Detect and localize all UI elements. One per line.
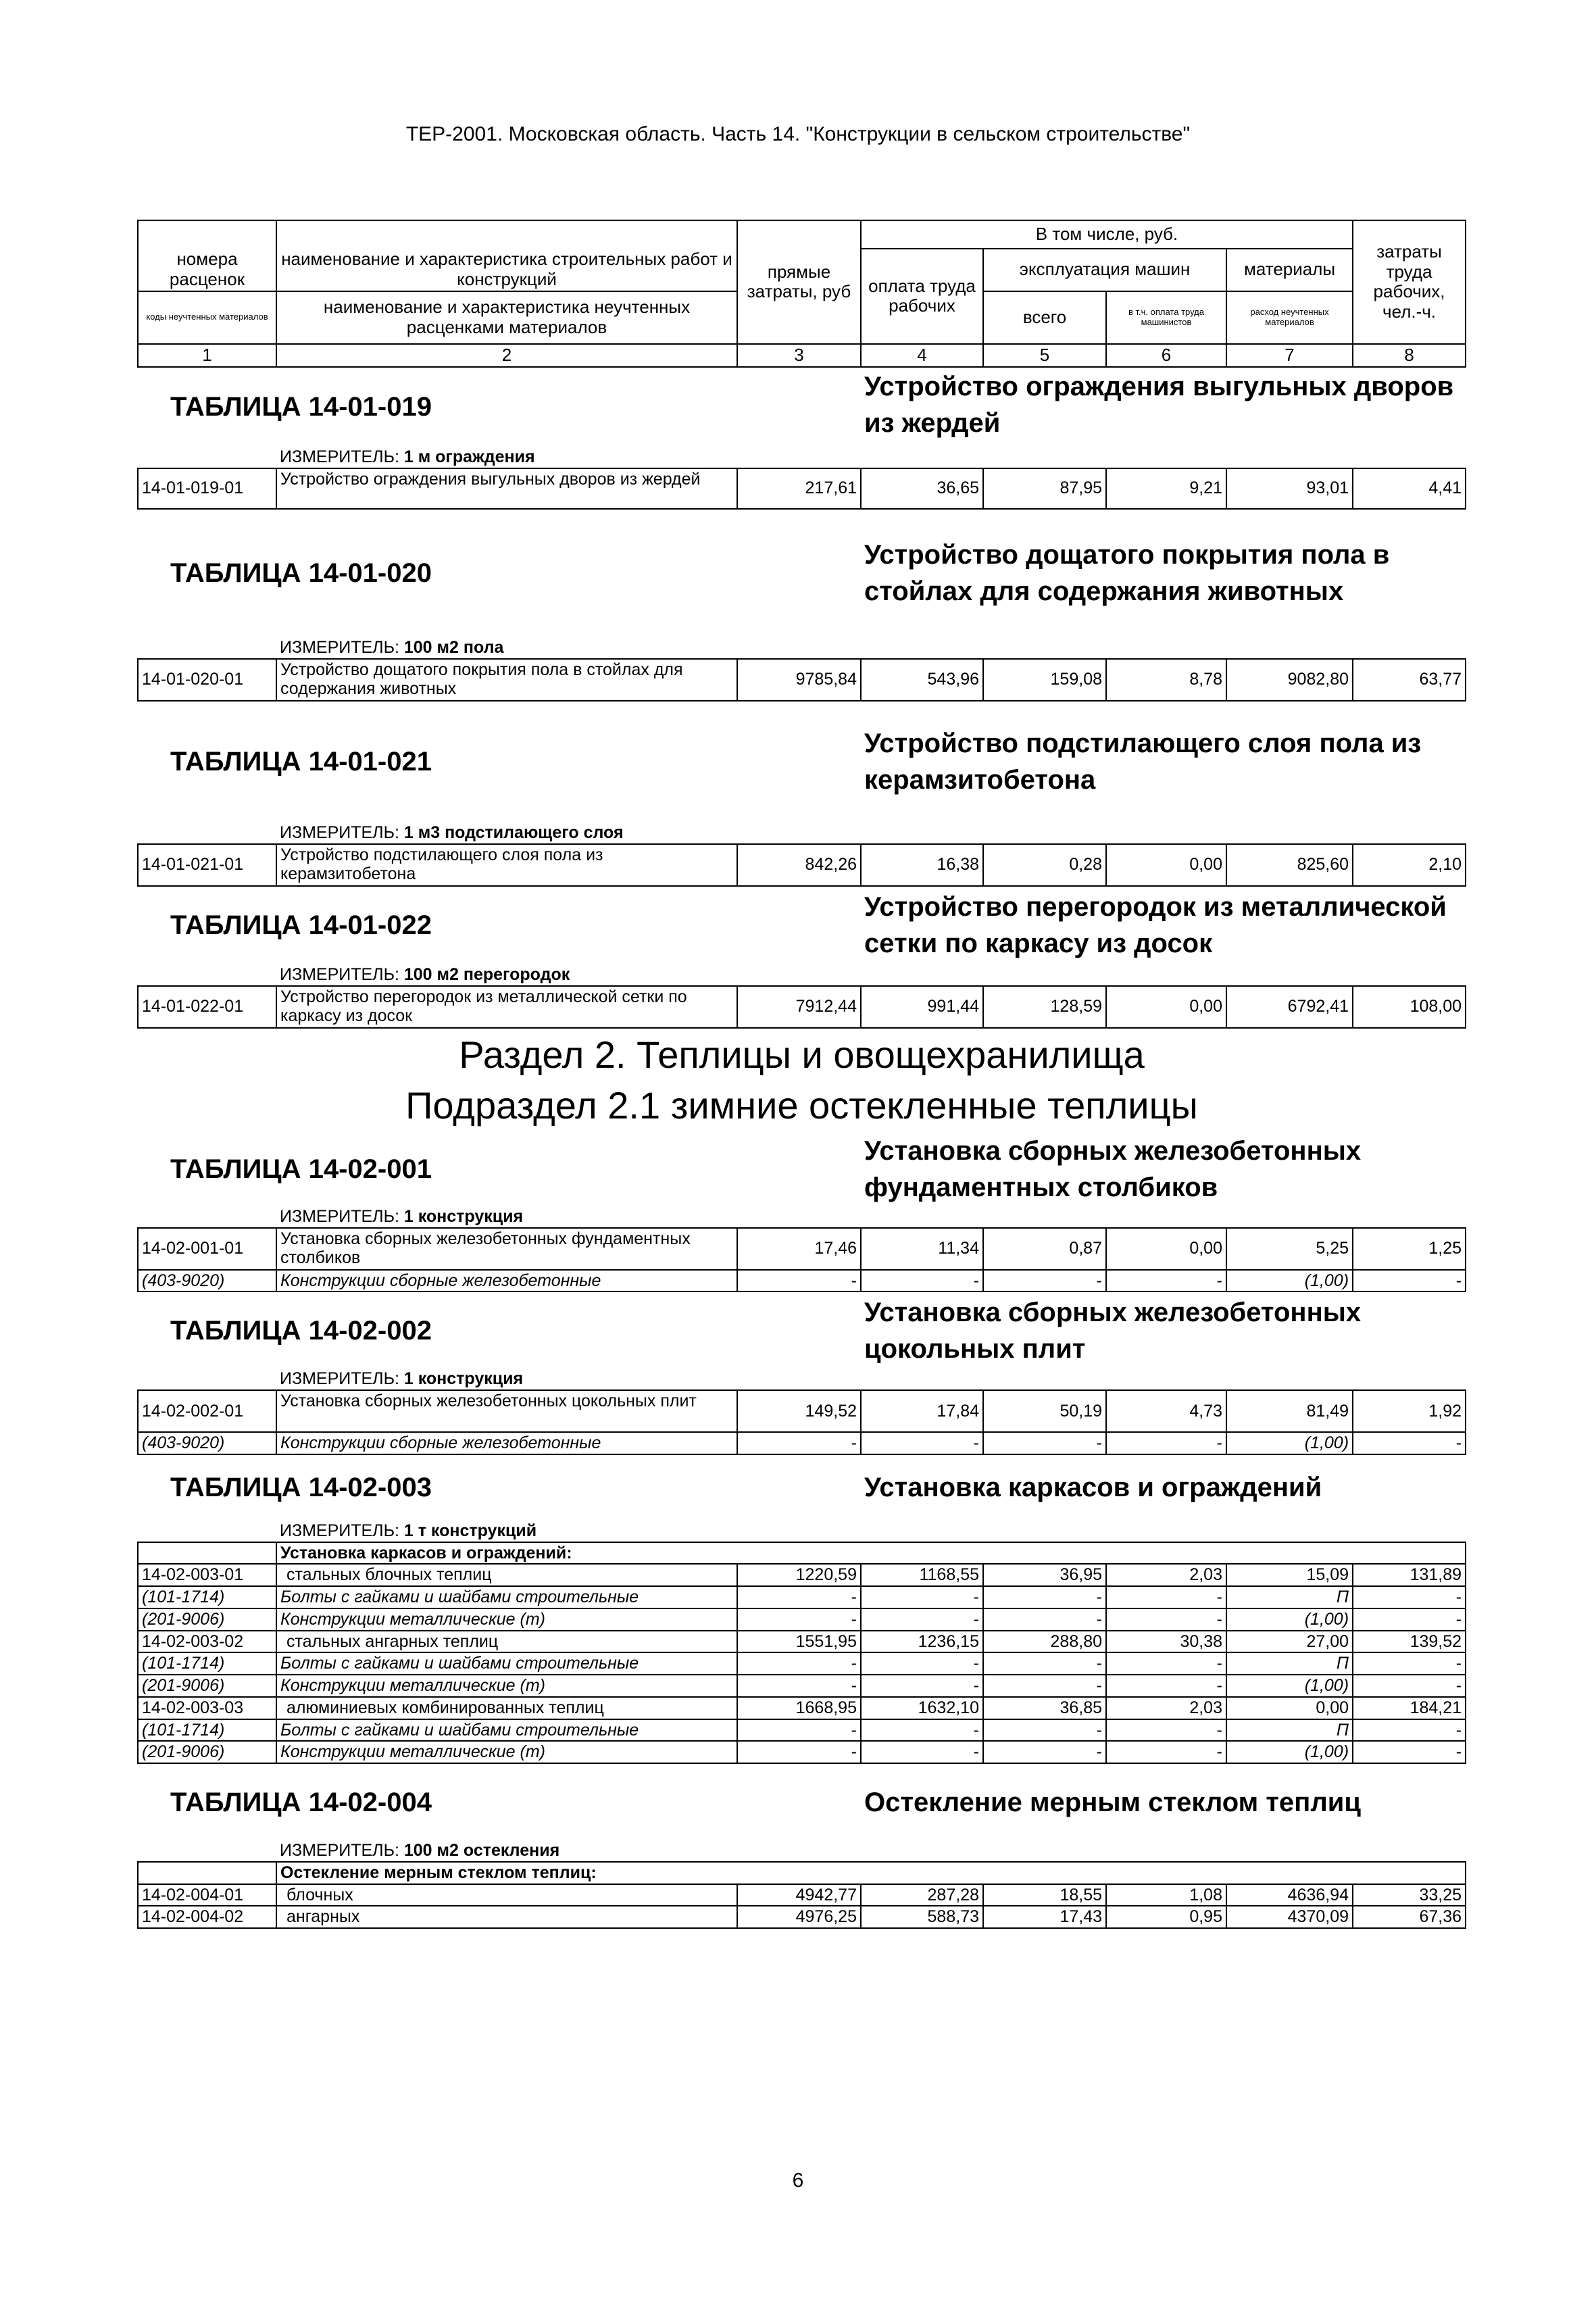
wages: 543,96 [861,659,983,701]
materials: 825,60 [1226,844,1353,886]
rate-name: ангарных [276,1906,737,1928]
materials: 15,09 [1226,1564,1353,1586]
materials: (1,00) [1226,1675,1353,1697]
subsection-title: Подраздел 2.1 зимние остекленные теплицы [405,1084,1198,1127]
table-title: Устройство дощатого покрытия пола в стойлах для содержания животных [864,540,1390,607]
table-title: Устройство ограждения выгульных дворов из жердей [864,371,1454,438]
labor-hours: 4,41 [1353,468,1466,509]
measure-unit: ИЗМЕРИТЕЛЬ: 100 м2 остекления [280,1841,560,1861]
col-num-3: 3 [737,344,861,367]
col-num-4: 4 [861,344,983,367]
table-label: ТАБЛИЦА 14-01-019 [170,392,432,422]
table-label: ТАБЛИЦА 14-02-001 [170,1154,432,1184]
direct-costs: 1220,59 [737,1564,861,1586]
machines-total: - [983,1719,1106,1742]
table-label: ТАБЛИЦА 14-02-003 [170,1473,432,1503]
col-machines-total-header: всего [983,291,1106,344]
labor-hours: 108,00 [1353,986,1466,1028]
labor-hours: - [1353,1432,1466,1454]
material-row [138,1586,1466,1608]
materials: П [1226,1652,1353,1675]
table-title: Устройство перегородок из металлической сетки по каркасу из досок [864,892,1447,959]
wages: 16,38 [861,844,983,886]
direct-costs: - [737,1586,861,1608]
direct-costs: 4942,77 [737,1884,861,1906]
wages: 588,73 [861,1906,983,1928]
direct-costs: - [737,1652,861,1675]
machinist-wages: 1,08 [1106,1884,1226,1906]
machinist-wages: 2,03 [1106,1697,1226,1719]
table-row [138,844,1466,886]
machines-header: эксплуатация машин [983,249,1226,291]
material-row [138,1719,1466,1742]
rate-code: 14-01-021-01 [138,844,276,886]
wages: 991,44 [861,986,983,1028]
material-row [138,1432,1466,1454]
materials: 9082,80 [1226,659,1353,701]
direct-costs: 7912,44 [737,986,861,1028]
material-code: (403-9020) [138,1270,276,1292]
rate-code: 14-02-003-01 [138,1564,276,1586]
material-code: (201-9006) [138,1675,276,1697]
material-row [138,1608,1466,1631]
machinist-wages: - [1106,1432,1226,1454]
labor-hours: 2,10 [1353,844,1466,886]
col-material-usage-header: расход неучтенных материалов [1226,291,1353,344]
labor-hours: 1,92 [1353,1390,1466,1432]
materials: (1,00) [1226,1432,1353,1454]
page-number: 6 [792,2169,804,2192]
machines-total: - [983,1608,1106,1631]
materials: (1,00) [1226,1270,1353,1292]
table-row [138,1884,1466,1906]
labor-hours: 67,36 [1353,1906,1466,1928]
direct-costs: - [737,1432,861,1454]
material-row [138,1675,1466,1697]
machinist-wages: 2,03 [1106,1564,1226,1586]
material-code: (101-1714) [138,1652,276,1675]
machines-total: 36,85 [983,1697,1106,1719]
col-name-label: наименование и характеристика строительных работ и конструкций [276,249,737,291]
machines-total: 87,95 [983,468,1106,509]
table-row [138,1564,1466,1586]
wages: - [861,1432,983,1454]
material-name: Конструкции сборные железобетонные [276,1432,737,1454]
machines-total: 0,87 [983,1228,1106,1270]
table-title: Устройство подстилающего слоя пола из керамзитобетона [864,729,1422,795]
direct-costs: 17,46 [737,1228,861,1270]
machines-total: 159,08 [983,659,1106,701]
wages: 1236,15 [861,1631,983,1653]
materials-header: материалы [1226,249,1353,291]
materials: 93,01 [1226,468,1353,509]
col-material-name-label: наименование и характеристика неучтенных расценками материалов [276,291,737,344]
machinist-wages: 0,00 [1106,844,1226,886]
machinist-wages: - [1106,1270,1226,1292]
measure-unit: ИЗМЕРИТЕЛЬ: 1 т конструкций [280,1521,537,1540]
table-label: ТАБЛИЦА 14-01-021 [170,747,432,777]
materials: 6792,41 [1226,986,1353,1028]
incl-header: В том числе, руб. [861,220,1353,249]
table-title: Установка сборных железобетонных цокольных плит [864,1297,1362,1364]
machines-total: 18,55 [983,1884,1106,1906]
col-rate-number-label: номера расценок [138,249,276,291]
rates-table [137,220,1466,1929]
direct-costs: 4976,25 [737,1906,861,1928]
table-label: ТАБЛИЦА 14-02-004 [170,1787,432,1817]
direct-costs: - [737,1741,861,1763]
rate-name: Устройство дощатого покрытия пола в стойлах для содержания животных [276,659,737,701]
table-row [138,986,1466,1028]
machinist-wages: 30,38 [1106,1631,1226,1653]
materials: (1,00) [1226,1741,1353,1763]
materials: 81,49 [1226,1390,1353,1432]
col-rate-number-header [138,220,276,249]
direct-costs: - [737,1675,861,1697]
machines-total: - [983,1432,1106,1454]
wages: 287,28 [861,1884,983,1906]
labor-hours: - [1353,1586,1466,1608]
table-row [138,1631,1466,1653]
table-row [138,1228,1466,1270]
machines-total: 50,19 [983,1390,1106,1432]
materials: 5,25 [1226,1228,1353,1270]
table-row [138,1697,1466,1719]
machines-total: - [983,1741,1106,1763]
machinist-wages: 4,73 [1106,1390,1226,1432]
rate-name: блочных [276,1884,737,1906]
machines-total: 17,43 [983,1906,1106,1928]
table-label: ТАБЛИЦА 14-01-020 [170,558,432,589]
measure-unit: ИЗМЕРИТЕЛЬ: 1 конструкция [280,1369,524,1389]
machines-total: 288,80 [983,1631,1106,1653]
wages: - [861,1586,983,1608]
rate-name: Установка сборных железобетонных цокольных плит [276,1390,737,1432]
rate-name: стальных блочных теплиц [276,1564,737,1586]
direct-costs: 1668,95 [737,1697,861,1719]
wages: - [861,1675,983,1697]
wages: - [861,1270,983,1292]
rate-code: 14-02-002-01 [138,1390,276,1432]
wages: 1168,55 [861,1564,983,1586]
machinist-wages: 0,00 [1106,1228,1226,1270]
machinist-wages: - [1106,1608,1226,1631]
direct-costs: 149,52 [737,1390,861,1432]
page-header: ТЕР-2001. Московская область. Часть 14. "Конструкции в сельском строительстве" [405,123,1191,145]
direct-costs: - [737,1719,861,1742]
material-code: (201-9006) [138,1741,276,1763]
labor-hours: - [1353,1270,1466,1292]
col-name-header [276,220,737,249]
machinist-wages: - [1106,1719,1226,1742]
rate-code: 14-01-022-01 [138,986,276,1028]
materials: 0,00 [1226,1697,1353,1719]
table-title: Установка сборных железобетонных фундаментных столбиков [864,1135,1362,1202]
group-heading: Установка каркасов и ограждений: [276,1542,1466,1565]
machinist-wages: 0,00 [1106,986,1226,1028]
materials: П [1226,1586,1353,1608]
table-row [138,1906,1466,1928]
machinist-wages: - [1106,1652,1226,1675]
rate-name: стальных ангарных теплиц [276,1631,737,1653]
material-row [138,1652,1466,1675]
rate-code: 14-02-003-02 [138,1631,276,1653]
col-num-2: 2 [276,344,737,367]
col-machinist-wages-header: в т.ч. оплата труда машинистов [1106,291,1226,344]
col-material-codes-label: коды неучтенных материалов [138,291,276,344]
labor-hours: - [1353,1652,1466,1675]
table-label: ТАБЛИЦА 14-01-022 [170,910,432,941]
materials: П [1226,1719,1353,1742]
rate-name: алюминиевых комбинированных теплиц [276,1697,737,1719]
material-code: (201-9006) [138,1608,276,1631]
machines-total: - [983,1675,1106,1697]
rate-name: Установка сборных железобетонных фундаментных столбиков [276,1228,737,1270]
table-title: Установка каркасов и ограждений [864,1473,1322,1503]
group-heading: Остекление мерным стеклом теплиц: [276,1862,1466,1884]
measure-unit: ИЗМЕРИТЕЛЬ: 100 м2 пола [280,637,504,657]
wages: 11,34 [861,1228,983,1270]
material-name: Конструкции металлические (т) [276,1608,737,1631]
section-title: Раздел 2. Теплицы и овощехранилища [459,1033,1145,1076]
measure-unit: ИЗМЕРИТЕЛЬ: 1 конструкция [280,1206,524,1226]
labor-hours: - [1353,1675,1466,1697]
direct-costs: - [737,1270,861,1292]
rate-code: 14-02-004-02 [138,1906,276,1928]
material-name: Болты с гайками и шайбами строительные [276,1652,737,1675]
col-labor-hours-header: затраты труда рабочих, чел.-ч. [1353,220,1466,344]
machinist-wages: - [1106,1586,1226,1608]
rate-name: Устройство ограждения выгульных дворов из жердей [276,468,737,509]
measure-unit: ИЗМЕРИТЕЛЬ: 1 м3 подстилающего слоя [280,822,624,842]
material-row [138,1741,1466,1763]
labor-hours: 131,89 [1353,1564,1466,1586]
machines-total: - [983,1270,1106,1292]
col-num-8: 8 [1353,344,1466,367]
col-num-5: 5 [983,344,1106,367]
direct-costs: 842,26 [737,844,861,886]
col-wages-header: оплата труда рабочих [861,249,983,344]
wages: 36,65 [861,468,983,509]
material-name: Конструкции металлические (т) [276,1741,737,1763]
rate-code: 14-01-019-01 [138,468,276,509]
direct-costs: 1551,95 [737,1631,861,1653]
rate-name: Устройство перегородок из металлической сетки по каркасу из досок [276,986,737,1028]
wages: 17,84 [861,1390,983,1432]
machinist-wages: 0,95 [1106,1906,1226,1928]
materials: 4636,94 [1226,1884,1353,1906]
col-num-1: 1 [138,344,276,367]
materials: 27,00 [1226,1631,1353,1653]
material-code: (101-1714) [138,1719,276,1742]
rate-code: 14-02-003-03 [138,1697,276,1719]
wages: - [861,1741,983,1763]
materials: 4370,09 [1226,1906,1353,1928]
machines-total: 0,28 [983,844,1106,886]
machinist-wages: - [1106,1741,1226,1763]
labor-hours: 184,21 [1353,1697,1466,1719]
direct-costs: 9785,84 [737,659,861,701]
rate-code: 14-02-001-01 [138,1228,276,1270]
rate-code: 14-02-004-01 [138,1884,276,1906]
labor-hours: 139,52 [1353,1631,1466,1653]
table-row [138,659,1466,701]
measure-unit: ИЗМЕРИТЕЛЬ: 1 м ограждения [280,447,535,466]
material-code: (403-9020) [138,1432,276,1454]
wages: 1632,10 [861,1697,983,1719]
materials: (1,00) [1226,1608,1353,1631]
labor-hours: - [1353,1608,1466,1631]
wages: - [861,1719,983,1742]
machinist-wages: 8,78 [1106,659,1226,701]
labor-hours: 63,77 [1353,659,1466,701]
wages: - [861,1652,983,1675]
wages: - [861,1608,983,1631]
material-code: (101-1714) [138,1586,276,1608]
machinist-wages: - [1106,1675,1226,1697]
measure-unit: ИЗМЕРИТЕЛЬ: 100 м2 перегородок [280,964,570,984]
col-num-6: 6 [1106,344,1226,367]
machinist-wages: 9,21 [1106,468,1226,509]
material-row [138,1270,1466,1292]
machines-total: - [983,1586,1106,1608]
labor-hours: 1,25 [1353,1228,1466,1270]
labor-hours: 33,25 [1353,1884,1466,1906]
table-label: ТАБЛИЦА 14-02-002 [170,1315,432,1346]
labor-hours: - [1353,1741,1466,1763]
machines-total: 128,59 [983,986,1106,1028]
material-name: Конструкции металлические (т) [276,1675,737,1697]
material-name: Конструкции сборные железобетонные [276,1270,737,1292]
table-row [138,468,1466,509]
section-heading [138,1028,1466,1132]
machines-total: 36,95 [983,1564,1106,1586]
material-name: Болты с гайками и шайбами строительные [276,1719,737,1742]
rate-code: 14-01-020-01 [138,659,276,701]
rate-name: Устройство подстилающего слоя пола из керамзитобетона [276,844,737,886]
direct-costs: 217,61 [737,468,861,509]
material-name: Болты с гайками и шайбами строительные [276,1586,737,1608]
col-direct-costs-header: прямые затраты, руб [737,220,861,344]
direct-costs: - [737,1608,861,1631]
col-num-7: 7 [1226,344,1353,367]
table-row [138,1390,1466,1432]
labor-hours: - [1353,1719,1466,1742]
machines-total: - [983,1652,1106,1675]
table-title: Остекление мерным стеклом теплиц [864,1787,1361,1817]
